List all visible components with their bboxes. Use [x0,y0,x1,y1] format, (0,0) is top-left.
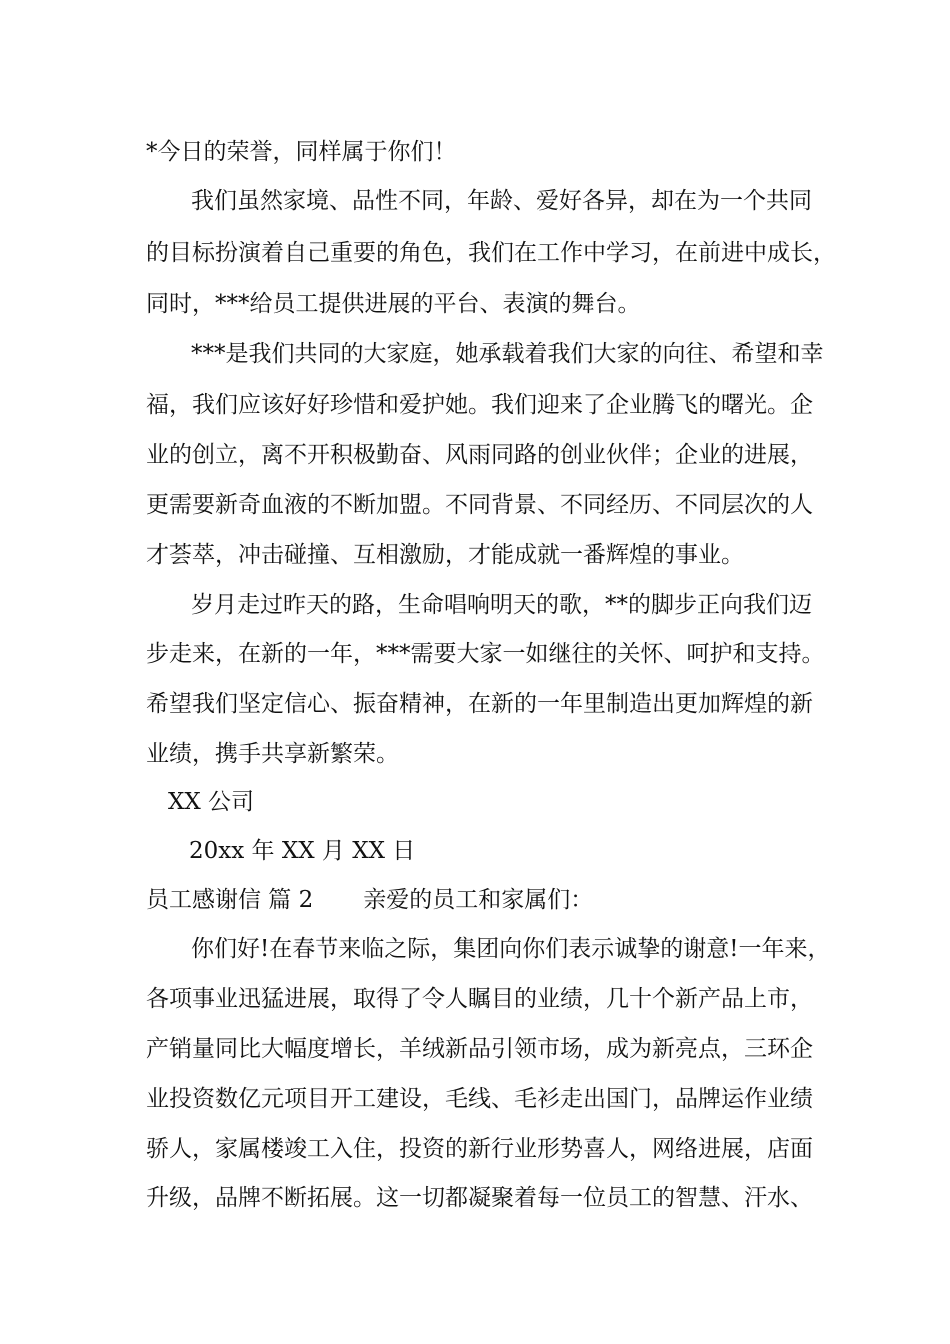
text-line: 业投资数亿元项目开工建设，毛线、毛衫走出国门，品牌运作业绩 [146,1086,813,1112]
text-line: 福，我们应该好好珍惜和爱护她。我们迎来了企业腾飞的曙光。企 [146,392,813,418]
text-line: 各项事业迅猛进展，取得了令人瞩目的业绩，几十个新产品上市， [146,986,813,1012]
text-line: ***是我们共同的大家庭，她承载着我们大家的向往、希望和幸 [191,341,824,367]
text-line: 更需要新奇血液的不断加盟。不同背景、不同经历、不同层次的人 [146,492,813,518]
section-heading [146,885,593,915]
text-line: *今日的荣誉，同样属于你们！ [146,139,457,165]
text-line: 同时，***给员工提供进展的平台、表演的舞台。 [146,291,641,317]
text-line: 业绩，携手共享新繁荣。 [146,741,399,767]
text-line: 的目标扮演着自己重要的角色，我们在工作中学习，在前进中成长， [146,240,836,266]
text-line: 才荟萃，冲击碰撞、互相激励，才能成就一番辉煌的事业。 [146,542,744,568]
text-line: 骄人，家属楼竣工入住，投资的新行业形势喜人，网络进展，店面 [146,1136,813,1162]
text-line: 步走来，在新的一年，***需要大家一如继往的关怀、呵护和支持。 [146,641,825,667]
section-title: 员工感谢信 篇 2 [146,887,314,913]
text-line: 业的创立，离不开积极勤奋、风雨同路的创业伙伴；企业的进展， [146,442,813,468]
date-signature: 20xx 年 XX 月 XX 日 [189,838,416,864]
text-line: 希望我们坚定信心、振奋精神，在新的一年里制造出更加辉煌的新 [146,691,813,717]
text-line: 你们好!在春节来临之际，集团向你们表示诚挚的谢意!一年来， [191,936,831,962]
text-line: 我们虽然家境、品性不同，年龄、爱好各异，却在为一个共同 [191,188,812,214]
text-line: 产销量同比大幅度增长，羊绒新品引领市场，成为新亮点，三环企 [146,1036,813,1062]
company-signature: XX 公司 [168,789,255,815]
text-line: 岁月走过昨天的路，生命唱响明天的歌，**的脚步正向我们迈 [191,592,812,618]
text-line: 升级，品牌不断拓展。这一切都凝聚着每一位员工的智慧、汗水、 [146,1185,813,1211]
salutation: 亲爱的员工和家属们： [363,887,594,913]
